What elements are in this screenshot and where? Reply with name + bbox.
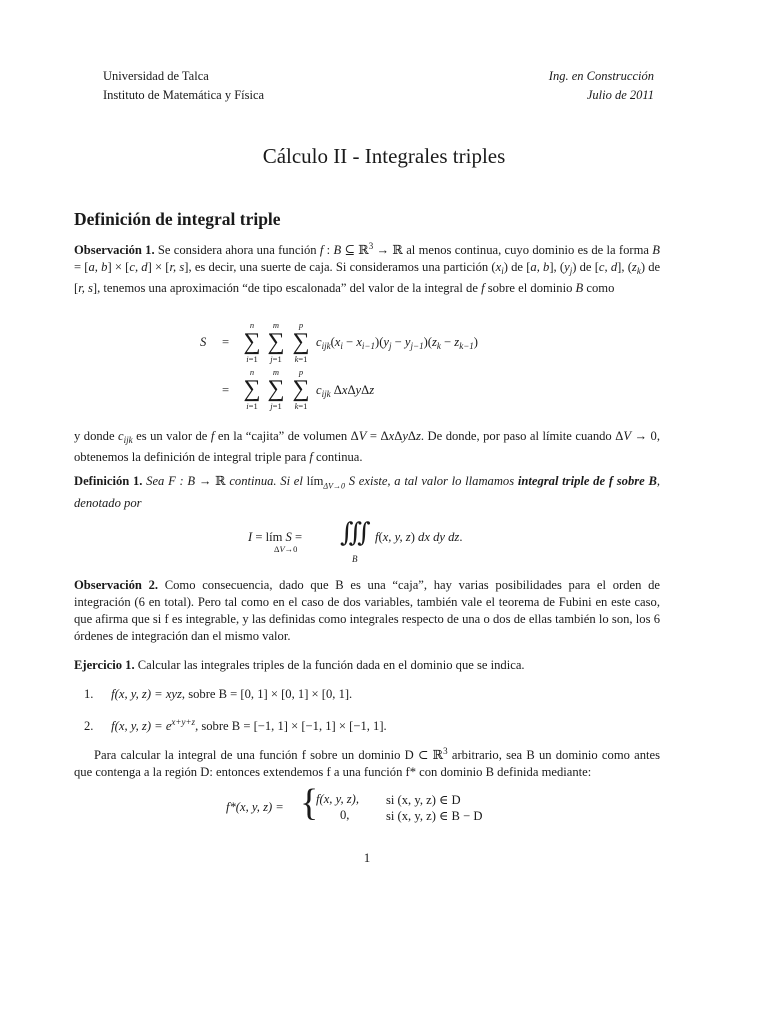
obs1-text-c: , es decir, una suerte de caja. Si consideramos una partición	[188, 260, 489, 274]
final-text-a: Para calcular la integral de una función f sobre un dominio D ⊂ ℝ	[94, 748, 444, 762]
item-exponent: x+y+z	[171, 717, 196, 727]
sigma-k-2: p ∑ k=1	[292, 367, 310, 411]
observation-1-label: Observación 1.	[74, 243, 155, 257]
header-institution	[103, 67, 264, 105]
list-item	[84, 686, 660, 703]
integral-definition: I = lím S =	[248, 530, 303, 544]
page-number: 1	[363, 850, 371, 865]
item-number: 1.	[84, 687, 94, 701]
after-sum-b: es un valor de	[136, 429, 208, 443]
header-course	[549, 67, 654, 105]
row2-value: 0,	[340, 808, 350, 822]
limit-subscript: ΔV→0	[274, 544, 298, 554]
left-brace: {	[300, 782, 319, 824]
after-sum-c: en la “cajita” de volumen	[217, 429, 348, 443]
def1-text-a: Sea	[146, 474, 165, 488]
list-item	[84, 714, 660, 735]
row1-condition: si (x, y, z) ∈ D	[386, 793, 461, 807]
sum-term-2: $c_{ijk}$ ΔxΔyΔz	[316, 383, 375, 399]
piecewise-row-2	[340, 808, 349, 823]
definition-1-label: Definición 1.	[74, 474, 143, 488]
integral-domain: B	[352, 554, 358, 564]
observation-2	[74, 577, 660, 645]
paragraph-after-sum: y donde $c_{ijk}$ es un valor de f en la “cajita” de volumen ΔV = ΔxΔyΔz. De donde, por paso al límite cuando ΔV → 0, obtenemos la definición de integral triple para f continua.	[74, 429, 661, 464]
def1-bold-b: sobre	[616, 474, 645, 488]
piecewise-lhs	[226, 800, 284, 815]
sigma-i-2: n ∑ i=1	[243, 367, 261, 411]
row1-value: f(x, y, z),	[316, 792, 360, 806]
obs1-text-d: , tenemos una aproximación “de tipo escalonada” del valor de la integral de	[97, 281, 478, 295]
def1-text-d: , denotado por	[74, 474, 661, 510]
sigma-i: n ∑ i=1	[243, 320, 261, 364]
def1-text-c: existe, a tal valor lo llamamos	[358, 474, 515, 488]
sigma-j: m ∑ j=1	[267, 320, 285, 364]
def1-bold-a: integral triple de	[517, 474, 606, 488]
section-title: Definición de integral triple	[74, 209, 281, 229]
piecewise-row-1	[316, 792, 359, 807]
after-sum-f: continua.	[316, 450, 363, 464]
integrand: f(x, y, z) dx dy dz.	[375, 530, 463, 544]
institute-name: Instituto de Matemática y Física	[103, 88, 265, 102]
eq-S: S	[200, 335, 207, 349]
exercise-label: Ejercicio 1.	[74, 658, 135, 672]
item-function: f(x, y, z) = xyz	[111, 687, 182, 701]
piecewise-cond-1	[386, 792, 461, 808]
after-sum-d: . De donde, por paso al límite cuando	[420, 429, 612, 443]
triple-integral-sign: ∭	[340, 518, 371, 547]
final-paragraph: Para calcular la integral de una función f sobre un dominio D ⊂ ℝ$^3$ arbitrario, sea B un dominio como antes que contenga a la región D: entonces extendemos f a una función f* con dominio B definida mediante:	[74, 746, 660, 779]
exercise-1	[74, 657, 660, 674]
sum-term-1: $c_{ijk}(x_i - x_{i-1})(y_j - y_{j-1})(z_k - z_{k-1})$	[316, 335, 478, 351]
piecewise-lhs-text: f*(x, y, z) =	[226, 800, 284, 814]
university-name: Universidad de Talca	[103, 69, 209, 83]
after-sum-e: , obtenemos la definición de integral triple para	[74, 429, 661, 464]
date: Julio de 2011	[586, 88, 654, 102]
item-number: 2.	[84, 719, 94, 733]
eq-equals-2: =	[222, 383, 230, 397]
item-function: f(x, y, z) = e	[111, 719, 172, 733]
sigma-j-2: m ∑ j=1	[267, 367, 285, 411]
obs1-text-a: Se considera ahora una función	[157, 243, 317, 257]
obs1-text-b: al menos continua, cuyo dominio es de la forma	[406, 243, 649, 257]
eq-equals-1: =	[222, 335, 230, 349]
item-domain: , sobre B = [0, 1] × [0, 1] × [0, 1].	[181, 687, 353, 701]
definition-1: Definición 1. Sea F : B → ℝ continua. Si el lím$_{\Delta V\to 0}$ S existe, a tal valor lo llamamos integral triple de f sobre B, denotado por	[74, 474, 661, 510]
row2-condition: si (x, y, z) ∈ B − D	[386, 809, 483, 823]
obs1-text-e: sobre el dominio	[487, 281, 573, 295]
sigma-k: p ∑ k=1	[292, 320, 310, 364]
final-text-b: arbitrario, sea B un dominio como antes que contenga a la región D: entonces extendemos f a una función f* con dominio B definida mediante:	[74, 748, 660, 779]
document-title: Cálculo II - Integrales triples	[262, 144, 506, 168]
exercise-text: Calcular las integrales triples de la función dada en el dominio que se indica.	[137, 658, 525, 672]
observation-1: Observación 1. Se considera ahora una función f : B ⊆ ℝ$^3$ → ℝ al menos continua, cuyo dominio es de la forma B = [a, b] × [c, d] × [r, s], es decir, una suerte de caja. Si consideramos una partición $(x_i)$ de [a, b], $(y_j)$ de [c, d], $(z_k)$ de [r, s], tenemos una aproximación “de tipo escalonada” del valor de la integral de f sobre el dominio B como	[74, 241, 661, 295]
observation-2-label: Observación 2.	[74, 578, 159, 592]
item-domain: , sobre B = [−1, 1] × [−1, 1] × [−1, 1].	[195, 719, 387, 733]
obs1-math-f: f	[319, 243, 324, 257]
obs2-text: Como consecuencia, dado que B es una “caja”, hay varias posibilidades para el orden de integración (6 en total). Pero tal como en el caso de dos variables, también vale el teorema de Fubini en este caso, que afirma que si f es integrable, y las definidas como integrales respecto de una o dos de ellas también lo son, los 6 órdenes de integración dan el mismo valor.	[74, 578, 660, 643]
piecewise-cond-2	[386, 808, 482, 824]
def1-text-b: continua. Si el	[229, 474, 303, 488]
obs1-text-f: como	[586, 281, 615, 295]
after-sum-a: y donde	[74, 429, 115, 443]
program-name: Ing. en Construcción	[548, 69, 654, 83]
